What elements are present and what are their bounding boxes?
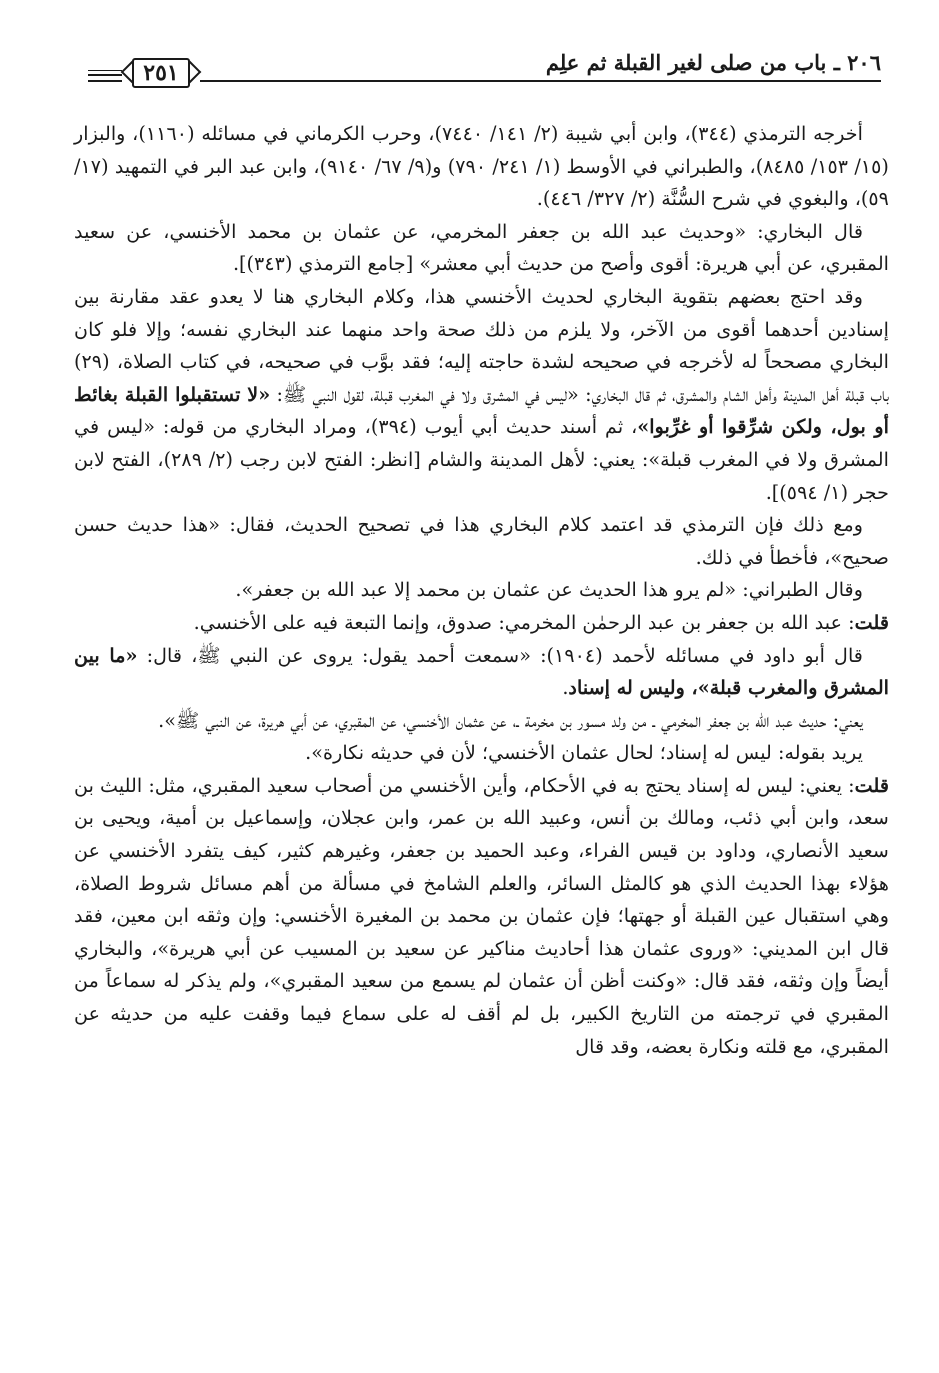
- text-run: .: [562, 676, 569, 700]
- bold-text-run: «لا تستقبلوا القبلة بغائط أو بول، ولكن شرِّقوا أو غرِّبوا»: [74, 382, 889, 439]
- bold-text-run: «ما بين المشرق والمغرب قبلة»، وليس له إسناد: [74, 643, 889, 700]
- text-run: أخرجه الترمذي (٣٤٤)، وابن أبي شيبة (٢/ ١٤١/ ٧٤٤٠)، وحرب الكرماني في مسائله (١١٦٠)، والبزار (١٥/ ١٥٣/ ٨٤٨٥)، والطبراني في الأوسط (١/ ٢٤١/ ٧٩٠) و(٩/ ٦٧/ ٩١٤٠)، وابن عبد البر في التمهيد (١٧/ ٥٩)، والبغوي في شرح السُّنَّة (٢/ ٣٢٧/ ٤٤٦).: [74, 122, 889, 211]
- body-text: [74, 118, 889, 1063]
- text-run: يعني: حديث عبد الله بن جعفر المخرمي ـ من ولد مسور بن مخرمة ـ، عن عثمان الأخنسي، عن المقبري، عن أبي هريرة، عن النبي ﷺ».: [158, 708, 863, 732]
- paragraph: [74, 281, 889, 509]
- text-run: : عبد الله بن جعفر بن عبد الرحمٰن المخرمي: صدوق، وإنما التبعة فيه على الأخنسي.: [193, 610, 855, 634]
- header-rule: [88, 80, 881, 82]
- paragraph: [74, 640, 889, 705]
- paragraph: [74, 770, 889, 1063]
- paragraph: [74, 737, 889, 770]
- page-number-badge: [122, 56, 200, 90]
- chapter-title: ٢٠٦ ـ باب من صلى لغير القبلة ثم علِم: [545, 50, 881, 75]
- text-run: قال البخاري: «وحديث عبد الله بن جعفر المخرمي، عن عثمان بن محمد الأخنسي، عن سعيد المقبري، عن أبي هريرة: أقوى وأصح من حديث أبي معشر» [جامع الترمذي (٣٤٣)].: [74, 219, 889, 276]
- paragraph: [74, 216, 889, 281]
- bold-text-run: قلت: [854, 773, 889, 797]
- paragraph: [74, 509, 889, 574]
- text-run: يريد بقوله: ليس له إسناد؛ لحال عثمان الأخنسي؛ لأن في حديثه نكارة».: [305, 741, 863, 765]
- text-run: قال أبو داود في مسائله لأحمد (١٩٠٤): «سمعت أحمد يقول: يروى عن النبي ﷺ، قال:: [137, 643, 863, 667]
- text-run: وقال الطبراني: «لم يرو هذا الحديث عن عثمان بن محمد إلا عبد الله بن جعفر».: [235, 578, 863, 602]
- paragraph: [74, 118, 889, 216]
- paragraph: [74, 705, 889, 738]
- bold-text-run: قلت: [854, 610, 889, 634]
- page-number: ٢٥١: [143, 60, 179, 86]
- paragraph: [74, 574, 889, 607]
- text-run: : يعني: ليس له إسناد يحتج به في الأحكام، وأين الأخنسي من أصحاب سعيد المقبري، مثل: الليث بن سعد، وابن أبي ذئب، ومالك بن أنس، وعبيد الله بن عمر، وابن عجلان، وإسماعيل بن أمية، ويحيى بن سعيد الأنصاري، وداود بن قيس الفراء، وعبد الحميد بن جعفر، وغيرهم كثير، كيف يتفرد الأخنسي عن هؤلاء بهذا الحديث الذي هو كالمثل السائر، والعلم الشامخ في مسألة من أهم مسائل شروط الصلاة، وهي استقبال عين القبلة أو جهتها؛ فإن عثمان بن محمد بن المغيرة الأخنسي: وإن وثقه ابن معين، فقد قال ابن المديني: «وروى عثمان هذا أحاديث مناكير عن سعيد بن المسيب عن أبي هريرة»، والبخاري أيضاً وإن وثقه، فقد قال: «وكنت أظن أن عثمان لم يسمع من سعيد المقبري»، ولم يذكر له سماعاً من المقبري في ترجمته من التاريخ الكبير، بل لم أقف له على سماع فيما وقفت عليه من حديثه عن المقبري، مع قلته ونكارة بعضه، وقد قال: [74, 773, 889, 1058]
- text-run: وقد احتج بعضهم بتقوية البخاري لحديث الأخنسي هذا، وكلام البخاري هنا لا يعدو عقد مقارنة بين إسنادين أحدهما أقوى من الآخر، ولا يلزم من ذلك صحة واحد منهما عند البخاري نفسه؛ وإلا فلو كان البخاري مصححاً له لأخرجه في صحيحه لشدة حاجته إليه؛ فقد بوَّب في صحيحه، في كتاب الصلاة، (٢٩) باب قبلة أهل المدينة وأهل الشام والمشرق، ثم قال البخاري: «ليس في المشرق ولا في المغرب قبلة، لقول النبي ﷺ:: [74, 284, 890, 406]
- paragraph: [74, 607, 889, 640]
- text-run: ومع ذلك فإن الترمذي قد اعتمد كلام البخاري هذا في تصحيح الحديث، فقال: «هذا حديث حسن صحيح»، فأخطأ في ذلك.: [74, 513, 889, 569]
- badge-arrow-icon: [179, 61, 202, 84]
- text-run: ، ثم أسند حديث أبي أيوب (٣٩٤)، ومراد البخاري من قوله: «ليس في المشرق ولا في المغرب قبلة»: يعني: لأهل المدينة والشام [انظر: الفتح لابن رجب (٢/ ٢٨٩)، الفتح لابن حجر (١/ ٥٩٤)].: [74, 415, 889, 504]
- page-header: [88, 44, 881, 84]
